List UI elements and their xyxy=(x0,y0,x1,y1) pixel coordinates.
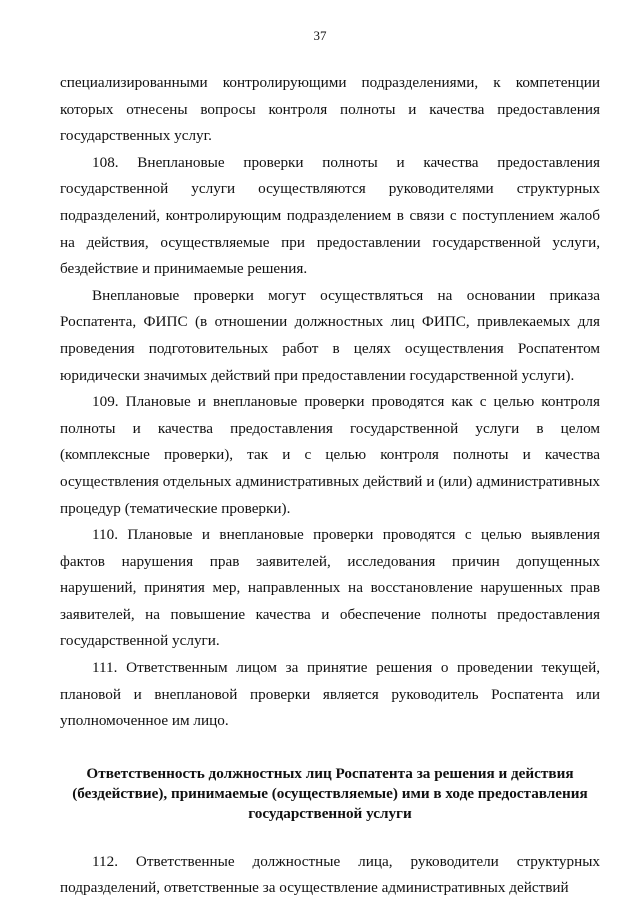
section-heading xyxy=(60,764,600,824)
paragraph-112: 112. Ответственные должностные лица, руководители структурных подразделений, ответственные за осуществление административных действий xyxy=(60,852,600,897)
section-heading-line-2: (бездействие), принимаемые (осуществляемые) ими в ходе предоставления xyxy=(72,784,588,802)
paragraph-111: 111. Ответственным лицом за принятие решения о проведении текущей, плановой и внеплановой проверки является руководитель Роспатента или уполномоченное им лицо. xyxy=(60,659,600,730)
paragraph-110: 110. Плановые и внеплановые проверки проводятся с целью выявления фактов нарушения прав заявителей, исследования причин допущенных нарушений, принятия мер, направленных на восстановление нарушенных прав заявителей, на повышение качества и обеспечение полноты предоставления государственной услуги. xyxy=(60,526,600,650)
paragraph-108-continued: Внеплановые проверки могут осуществляться на основании приказа Роспатента, ФИПС (в отношении должностных лиц ФИПС, привлекаемых для проведения подготовительных работ в целях осуществления Роспатентом юридически значимых действий при предоставлении государственной услуги). xyxy=(60,286,600,384)
section-heading-line-1: Ответственность должностных лиц Роспатента за решения и действия xyxy=(86,764,574,782)
document-body xyxy=(60,70,600,902)
paragraph-continuation: специализированными контролирующими подразделениями, к компетенции которых отнесены вопросы контроля полноты и качества предоставления государственных услуг. xyxy=(60,74,600,145)
paragraph-109: 109. Плановые и внеплановые проверки проводятся как с целью контроля полноты и качества предоставления государственной услуги в целом (комплексные проверки), так и с целью контроля полноты и качества осуществления отдельных административных действий и (или) административных процедур (тематические проверки). xyxy=(60,393,600,517)
page-number: 37 xyxy=(313,28,327,43)
paragraph-108: 108. Внеплановые проверки полноты и качества предоставления государственной услуги осуществляются руководителями структурных подразделений, контролирующим подразделением в связи с поступлением жалоб на действия, осуществляемые при предоставлении государственной услуги, бездействие и принимаемые решения. xyxy=(60,153,600,278)
section-heading-line-3: государственной услуги xyxy=(248,804,412,822)
